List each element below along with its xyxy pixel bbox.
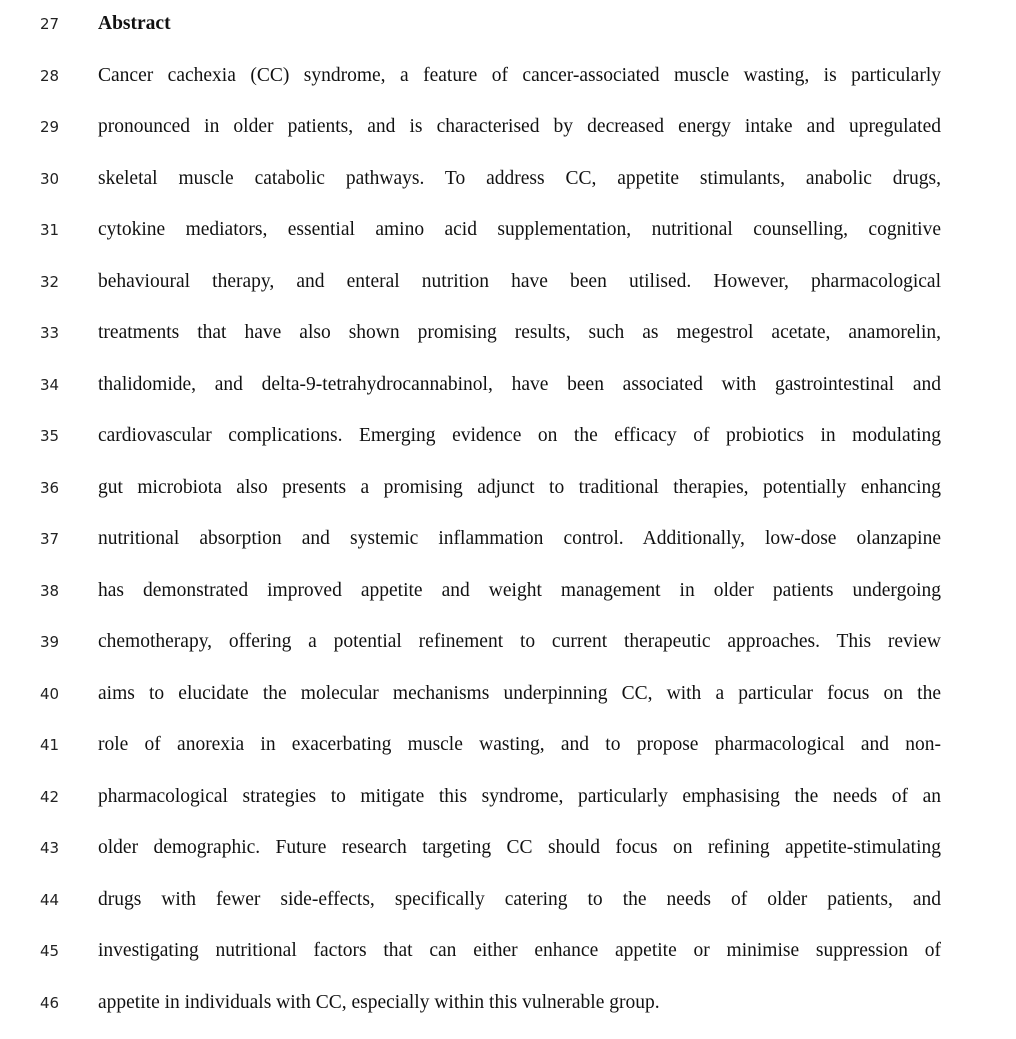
abstract-text-line: cytokine mediators, essential amino acid supplementation, nutritional counselling, cognitive [98,219,941,240]
text-line [0,61,1016,91]
abstract-text-line: cardiovascular complications. Emerging evidence on the efficacy of probiotics in modulating [98,425,941,446]
text-line [0,421,1016,451]
text-line [0,112,1016,142]
text-line [0,936,1016,966]
abstract-text-line: aims to elucidate the molecular mechanisms underpinning CC, with a particular focus on the [98,682,941,704]
abstract-heading: Abstract [98,13,171,34]
abstract-text-line: pharmacological strategies to mitigate this syndrome, particularly emphasising the needs of an [98,785,941,807]
line-number: 33 [40,324,60,342]
text-line [0,833,1016,863]
text-line [0,473,1016,503]
abstract-text-line: investigating nutritional factors that can either enhance appetite or minimise suppression of [98,940,941,961]
line-number: 36 [40,478,60,497]
abstract-text-line: Cancer cachexia (CC) syndrome, a feature of cancer-associated muscle wasting, is particularly [98,64,941,86]
line-number: 43 [40,839,60,857]
line-number: 40 [40,684,60,703]
line-number: 30 [40,169,60,188]
abstract-text-line: older demographic. Future research targeting CC should focus on refining appetite-stimulating [98,837,941,858]
line-number: 46 [40,993,60,1012]
text-line [0,576,1016,606]
line-number: 35 [40,427,60,445]
text-line [0,370,1016,400]
line-number: 38 [40,581,60,600]
abstract-text-line: behavioural therapy, and enteral nutrition have been utilised. However, pharmacological [98,270,941,292]
text-line [0,782,1016,812]
text-line [0,679,1016,709]
abstract-text-line: thalidomide, and delta-9-tetrahydrocannabinol, have been associated with gastrointestinal and [98,373,941,395]
text-line [0,885,1016,915]
abstract-text-line: treatments that have also shown promising results, such as megestrol acetate, anamorelin, [98,322,941,343]
text-line [0,988,1016,1018]
line-number: 39 [40,633,60,651]
text-line [0,318,1016,348]
abstract-text-line: role of anorexia in exacerbating muscle wasting, and to propose pharmacological and non- [98,734,941,755]
line-number: 42 [40,787,60,806]
text-line [0,215,1016,245]
text-line [0,730,1016,760]
abstract-text-line: pronounced in older patients, and is characterised by decreased energy intake and upregulated [98,116,941,137]
abstract-text-line: chemotherapy, offering a potential refinement to current therapeutic approaches. This review [98,631,941,652]
line-number: 32 [40,272,60,291]
abstract-text-line: has demonstrated improved appetite and weight management in older patients undergoing [98,579,941,601]
abstract-text-line: skeletal muscle catabolic pathways. To address CC, appetite stimulants, anabolic drugs, [98,167,941,189]
abstract-heading-line [0,9,1016,39]
line-number: 28 [40,66,60,85]
text-line [0,627,1016,657]
line-number: 44 [40,890,60,909]
abstract-text-line: appetite in individuals with CC, especially within this vulnerable group. [98,991,660,1013]
text-line [0,524,1016,554]
line-number: 34 [40,375,60,394]
line-number: 31 [40,221,60,239]
line-number: 37 [40,530,60,548]
line-number: 41 [40,736,60,754]
abstract-text-line: gut microbiota also presents a promising adjunct to traditional therapies, potentially enhancing [98,476,941,498]
line-number: 45 [40,942,60,960]
line-number: 27 [40,15,60,33]
abstract-text-line: nutritional absorption and systemic inflammation control. Additionally, low-dose olanzapine [98,528,941,549]
text-line [0,267,1016,297]
text-line [0,164,1016,194]
abstract-text-line: drugs with fewer side-effects, specifically catering to the needs of older patients, and [98,888,941,910]
line-number: 29 [40,118,60,136]
